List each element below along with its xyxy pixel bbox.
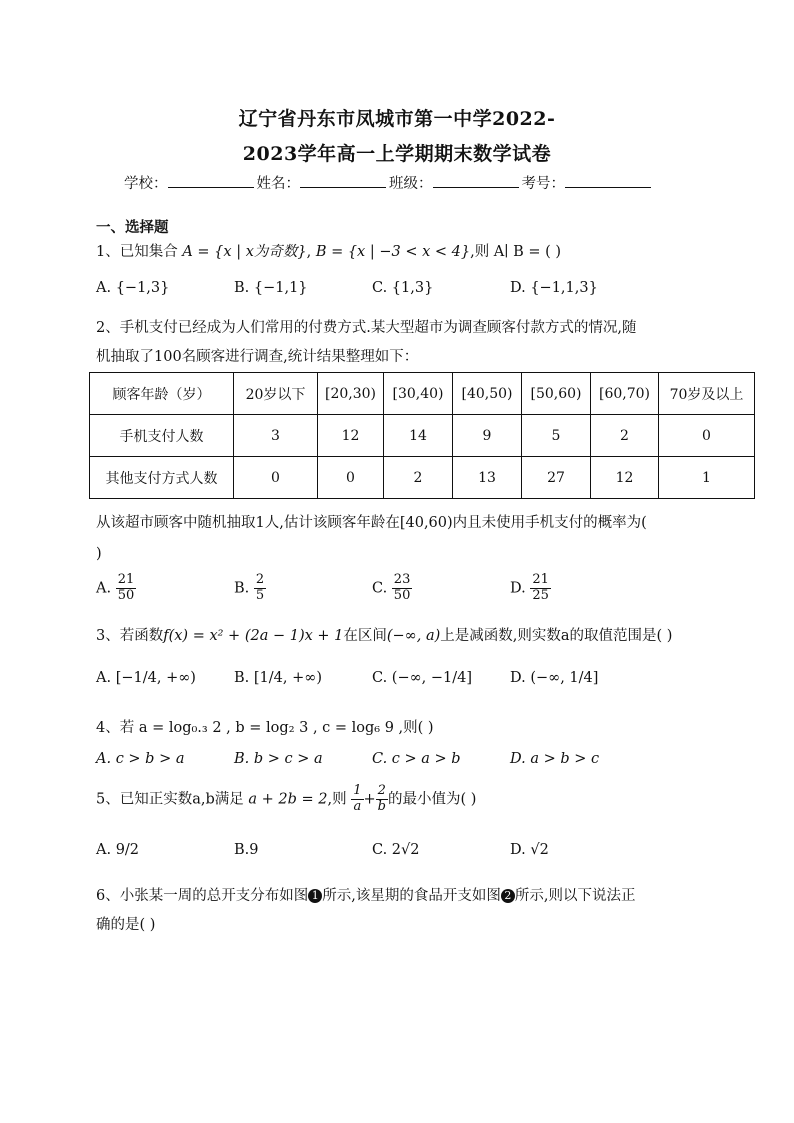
q5-fraction-2-over-b [376, 784, 388, 815]
table-row [90, 457, 755, 499]
table-cell: 2 [591, 415, 659, 457]
q1-option-a[interactable]: A. {−1,3} [96, 280, 170, 296]
survey-table [89, 372, 755, 499]
q4-option-c[interactable]: C. c > a > b [372, 751, 461, 767]
denominator: 25 [532, 587, 549, 603]
q2-text-line-4: ) [96, 546, 102, 562]
question-4: 4、若 a = log₀.₃ 2 , b = log₂ 3 , c = log₆ 9 ,则( ) [96, 720, 434, 736]
q1-set-b: B = {x | −3 < x < 4} [315, 244, 471, 260]
numerator: 1 [353, 783, 362, 798]
q2-text-line-3: 从该超市顾客中随机抽取1人,估计该顾客年龄在[40,60)内且未使用手机支付的概率为( [96, 515, 647, 531]
table-cell: 2 [384, 457, 453, 499]
table-cell: 手机支付人数 [90, 415, 234, 457]
q2-option-a[interactable] [96, 573, 136, 604]
table-cell: 0 [318, 457, 384, 499]
q6-text-c: 所示,则以下说法正 [514, 888, 636, 904]
q3-option-c[interactable] [372, 670, 472, 686]
question-6-line-2: 确的是( ) [96, 917, 156, 933]
q3-option-c-label: C. [372, 670, 388, 686]
numerator: 21 [117, 572, 135, 587]
q5-option-a[interactable]: A. 9/2 [96, 842, 140, 858]
exam-number-label: 考号： [521, 176, 565, 192]
q5-fraction-1-over-a [351, 784, 363, 815]
table-cell: 12 [318, 415, 384, 457]
q3-option-b-value: [1/4, +∞) [253, 670, 322, 686]
q3-mid: 在区间 [343, 628, 387, 644]
table-cell: 0 [659, 415, 755, 457]
q4-option-a[interactable]: A. c > b > a [96, 751, 185, 767]
q2-option-c-label: C. [372, 580, 388, 597]
school-blank[interactable] [168, 175, 254, 188]
q1-option-b[interactable]: B. {−1,1} [234, 280, 308, 296]
table-cell: 9 [453, 415, 522, 457]
q2-option-d[interactable] [510, 573, 551, 604]
numerator: 21 [532, 572, 549, 587]
question-6-line-1 [96, 884, 635, 905]
q3-option-c-value: (−∞, −1/4] [391, 670, 473, 686]
q3-option-b-label: B. [234, 670, 250, 686]
table-cell: 13 [453, 457, 522, 499]
q2-option-b[interactable] [234, 573, 266, 604]
q5-option-b[interactable]: B.9 [234, 842, 259, 858]
q3-option-d[interactable] [510, 670, 598, 686]
name-blank[interactable] [300, 175, 386, 188]
q3-option-d-label: D. [510, 670, 526, 686]
table-header-cell: [20,30) [318, 373, 384, 415]
q5-prefix: 5、已知正实数a,b满足 [96, 791, 244, 808]
denominator: 50 [117, 587, 135, 603]
question-5: 5、已知正实数a,b满足 a + 2b = 2,则 $\frac{1}{a}$ + $\frac{2}{b}$ 的最小值为( ) [96, 783, 477, 814]
numerator: 23 [393, 572, 411, 587]
q6-text-a: 6、小张某一周的总开支分布如图 [96, 888, 309, 904]
q1-prefix: 1、已知集合 [96, 244, 178, 260]
table-cell: 其他支付方式人数 [90, 457, 234, 499]
q4-option-b[interactable]: B. b > c > a [234, 751, 323, 767]
table-header-row [90, 373, 755, 415]
q2-option-a-fraction [116, 573, 137, 604]
q3-suffix: 上是减函数,则实数a的取值范围是( ) [440, 628, 673, 644]
q5-suffix: 的最小值为( ) [387, 791, 477, 808]
q3-option-d-value: (−∞, 1/4] [530, 670, 599, 686]
name-label: 姓名： [256, 176, 300, 192]
table-cell: 3 [234, 415, 318, 457]
q1-set-a: A = {x | x为奇数} [182, 244, 307, 260]
figure-2-marker: 2 [501, 889, 515, 903]
q5-option-d[interactable]: D. √2 [510, 842, 549, 858]
q1-option-d[interactable]: D. {−1,1,3} [510, 280, 598, 296]
q2-option-d-fraction [530, 573, 551, 604]
table-cell: 27 [522, 457, 591, 499]
table-cell: 1 [659, 457, 755, 499]
title-line-2: 2023学年高一上学期期末数学试卷 [242, 143, 552, 165]
table-header-cell: 70岁及以上 [659, 373, 755, 415]
table-cell: 5 [522, 415, 591, 457]
q5-mid: ,则 [327, 791, 347, 808]
numerator: 2 [376, 784, 388, 800]
question-3 [96, 624, 672, 645]
q2-option-c[interactable] [372, 573, 412, 604]
denominator: a [353, 798, 362, 814]
q1-option-c[interactable]: C. {1,3} [372, 280, 434, 296]
class-label: 班级： [389, 176, 433, 192]
q2-option-b-label: B. [234, 580, 250, 597]
q2-option-a-label: A. [96, 580, 112, 597]
q3-option-a-label: A. [96, 670, 112, 686]
q6-text-b: 所示,该星期的食品开支如图 [322, 888, 501, 904]
table-header-cell: [30,40) [384, 373, 453, 415]
q2-option-d-label: D. [510, 580, 526, 597]
table-cell: 14 [384, 415, 453, 457]
q5-option-c[interactable]: C. 2√2 [372, 842, 420, 858]
school-label: 学校： [124, 176, 168, 192]
q4-option-d[interactable]: D. a > b > c [510, 751, 600, 767]
table-header-cell: [40,50) [453, 373, 522, 415]
q3-option-a-value: [−1/4, +∞) [115, 670, 196, 686]
q3-prefix: 3、若函数 [96, 628, 164, 644]
table-header-cell: [60,70) [591, 373, 659, 415]
class-blank[interactable] [433, 175, 519, 188]
numerator: 2 [255, 572, 265, 587]
figure-1-marker: 1 [308, 889, 322, 903]
table-cell: 12 [591, 457, 659, 499]
q2-option-c-fraction [392, 573, 413, 604]
exam-number-blank[interactable] [565, 175, 651, 188]
q3-option-a[interactable] [96, 670, 196, 686]
q2-option-b-fraction [254, 573, 266, 604]
student-info-fields [124, 172, 654, 193]
section-title: 一、选择题 [96, 219, 169, 236]
title-line-1: 辽宁省丹东市凤城市第一中学2022- [238, 108, 556, 130]
q2-text-line-1: 2、手机支付已经成为人们常用的付费方式.某大型超市为调查顾客付款方式的情况,随 [96, 320, 637, 336]
question-1: 1、已知集合 A = {x | x为奇数}, B = {x | −3 < x < 4},则 A∣ B = ( ) [96, 244, 562, 260]
q3-function: f(x) = x² + (2a − 1)x + 1 [163, 628, 344, 644]
q3-option-b[interactable] [234, 670, 322, 686]
table-cell: 0 [234, 457, 318, 499]
q1-ask: ,则 A∣ B = ( ) [470, 244, 562, 260]
denominator: 5 [255, 587, 265, 603]
table-header-cell: [50,60) [522, 373, 591, 415]
table-header-cell: 20岁以下 [234, 373, 318, 415]
q5-condition: a + 2b = 2 [248, 791, 328, 808]
q2-text-line-2: 机抽取了100名顾客进行调查,统计结果整理如下： [96, 349, 419, 365]
table-header-cell: 顾客年龄（岁） [90, 373, 234, 415]
denominator: 50 [393, 587, 411, 603]
q3-interval: (−∞, a) [386, 628, 441, 644]
table-row [90, 415, 755, 457]
denominator: b [377, 798, 386, 814]
